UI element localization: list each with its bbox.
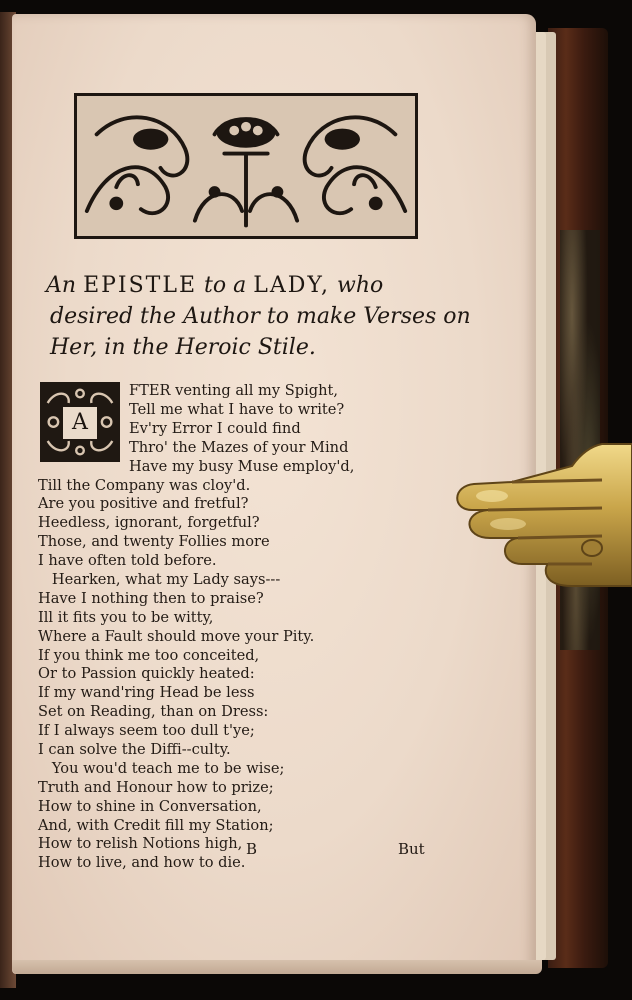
verse-line: You wou'd teach me to be wise;: [38, 759, 285, 777]
signature-mark: B: [246, 840, 258, 858]
verse-line: Have I nothing then to praise?: [38, 589, 264, 607]
catchword: But: [398, 840, 425, 858]
verse-line: Or to Passion quickly heated:: [38, 665, 255, 683]
title-line-1: An EPISTLE to a LADY, who: [46, 273, 384, 298]
verse-line: Ev'ry Error I could find: [129, 419, 301, 437]
verse-line: Till the Company was cloy'd.: [38, 476, 251, 494]
verse-line: Hearken, what my Lady says---: [38, 570, 281, 588]
poem-title: [46, 270, 471, 363]
verse-line: How to live, and how to die.: [38, 854, 246, 872]
verse-line: I have often told before.: [38, 552, 217, 570]
verse-line: Ill it fits you to be witty,: [38, 608, 214, 626]
verse-line: Heedless, ignorant, forgetful?: [38, 514, 260, 532]
verse-line: Where a Fault should move your Pity.: [38, 627, 315, 645]
verse-line: Set on Reading, than on Dress:: [38, 703, 269, 721]
verse-line: If you think me too conceited,: [38, 646, 260, 664]
drop-cap-letter: A: [62, 406, 98, 440]
verse-line: Are you positive and fretful?: [38, 495, 249, 513]
verse-line: I can solve the Diffi--culty.: [38, 740, 231, 758]
verse-line: Those, and twenty Follies more: [38, 533, 270, 551]
brass-hand-bookmark: [452, 436, 632, 588]
verse-line: Have my busy Muse employ'd,: [129, 457, 355, 475]
title-line-2: desired the Author to make Verses on: [50, 304, 471, 329]
verse-line: Thro' the Mazes of your Mind: [129, 438, 349, 456]
verse-line: FTER venting all my Spight,: [129, 382, 338, 399]
verse-line: Tell me what I have to write?: [129, 400, 345, 418]
page-bottom-edge: [12, 960, 542, 974]
verse-line: How to shine in Conversation,: [38, 797, 262, 815]
opening-verse-lines: [129, 382, 354, 476]
verse-line: If my wand'ring Head be less: [38, 684, 255, 702]
verse-lines: [38, 477, 314, 874]
verse-line: Truth and Honour how to prize;: [38, 778, 274, 796]
verse-line: If I always seem too dull t'ye;: [38, 722, 255, 740]
ornamental-headpiece: [74, 93, 418, 239]
title-line-3: Her, in the Heroic Stile.: [50, 335, 316, 360]
verse-line: And, with Credit fill my Station;: [38, 816, 274, 834]
verse-line: How to relish Notions high,: [38, 835, 243, 853]
